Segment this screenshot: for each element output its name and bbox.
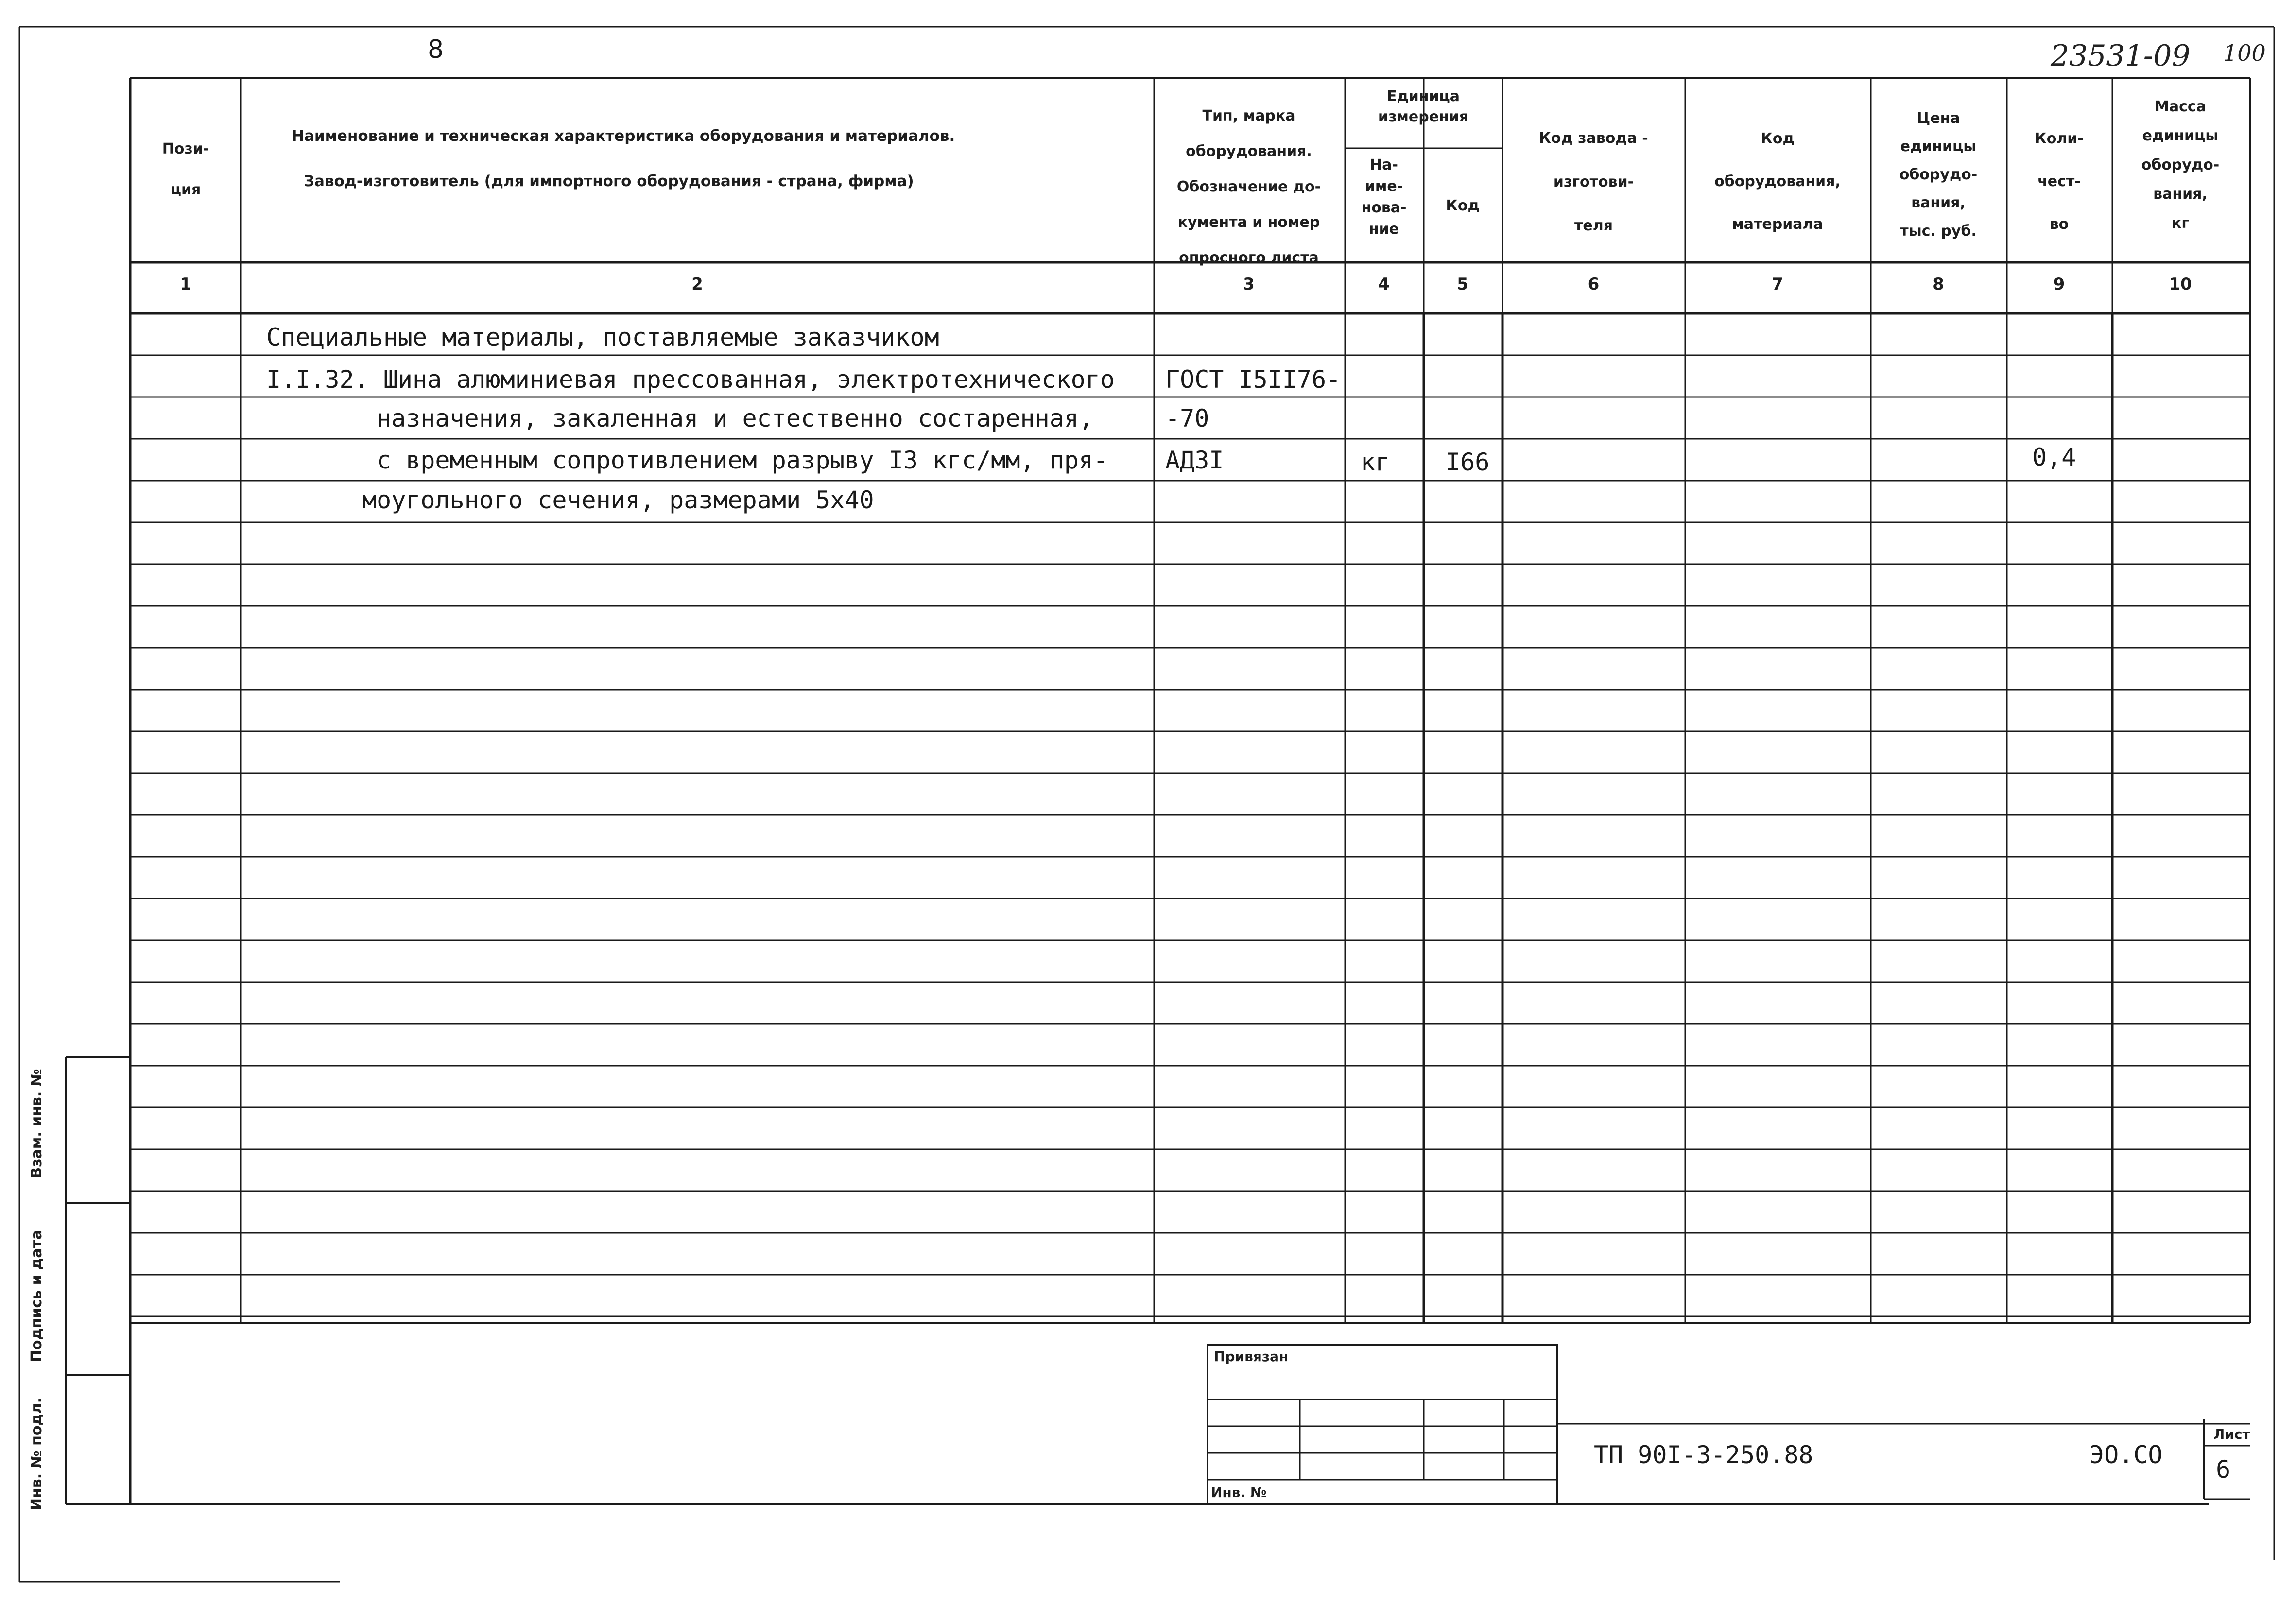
header-unit-code: Код: [1446, 197, 1480, 214]
document-code: ТП 90I-3-250.88: [1594, 1441, 1813, 1469]
header-name-line1: Наименование и техническая характеристика оборудования и материалов.: [292, 127, 955, 145]
column-number-1: 1: [180, 275, 191, 294]
column-number-8: 8: [1933, 275, 1944, 294]
column-number-5: 5: [1457, 275, 1468, 294]
doc-line-1: ГОСТ I5II76-: [1165, 365, 1341, 394]
header-quantity: Коли- чест- во: [2035, 130, 2084, 233]
item-line-4: моугольного сечения, размерами 5х40: [362, 486, 874, 514]
handwritten-archive-code: 23531-09: [2051, 39, 2191, 73]
header-manufacturer-code: Код завода - изготови- теля: [1539, 130, 1648, 234]
item-line-3: с временным сопротивлением разрыву I3 кгс/мм, пря-: [377, 446, 1108, 474]
doc-line-3: АДЗI: [1165, 446, 1224, 474]
header-unit-group: Единица измерения: [1378, 88, 1469, 125]
archive-page-number: 100: [2223, 40, 2266, 66]
side-label-signature-date: Подпись и дата: [28, 1229, 45, 1363]
doc-line-2: -70: [1165, 404, 1209, 432]
item-line-1: I.I.32. Шина алюминиевая прессованная, электротехнического: [266, 365, 1115, 394]
section-code: ЭО.СО: [2089, 1441, 2163, 1469]
header-unit-price: Цена единицы оборудо- вания, тыс. руб.: [1899, 110, 1978, 240]
sheet-label: Лист: [2213, 1426, 2250, 1442]
header-type-doc: Тип, марка оборудования. Обозначение до- кумента и номер опросного листа: [1176, 107, 1321, 266]
column-number-2: 2: [691, 275, 703, 294]
column-number-3: 3: [1243, 275, 1255, 294]
bound-label: Привязан: [1214, 1348, 1289, 1365]
quantity-value: 0,4: [2032, 443, 2076, 471]
header-equipment-code: Код оборудования, материала: [1714, 130, 1841, 233]
column-number-4: 4: [1378, 275, 1390, 294]
column-number-7: 7: [1772, 275, 1783, 294]
inventory-label: Инв. №: [1211, 1485, 1267, 1501]
column-number-6: 6: [1588, 275, 1600, 294]
unit-code-value: I66: [1446, 448, 1490, 476]
header-unit-name: На- име- нова- ние: [1361, 156, 1407, 238]
header-unit-mass: Масса единицы оборудо- вания, кг: [2141, 98, 2220, 232]
section-title: Специальные материалы, поставляемые заказчиком: [266, 323, 939, 351]
column-number-10: 10: [2169, 275, 2192, 294]
side-label-replaced-inventory: Взам. инв. №: [28, 1069, 45, 1178]
side-label-original-inventory: Инв. № подл.: [28, 1397, 45, 1511]
column-number-9: 9: [2053, 275, 2065, 294]
sheet-number: 8: [428, 35, 444, 64]
unit-name-value: кг: [1361, 448, 1390, 476]
sheet-value: 6: [2216, 1455, 2231, 1484]
header-position: Пози- ция: [162, 140, 209, 198]
header-name-line2: Завод-изготовитель (для импортного оборудования - страна, фирма): [304, 173, 914, 190]
item-line-2: назначения, закаленная и естественно состаренная,: [377, 404, 1094, 432]
